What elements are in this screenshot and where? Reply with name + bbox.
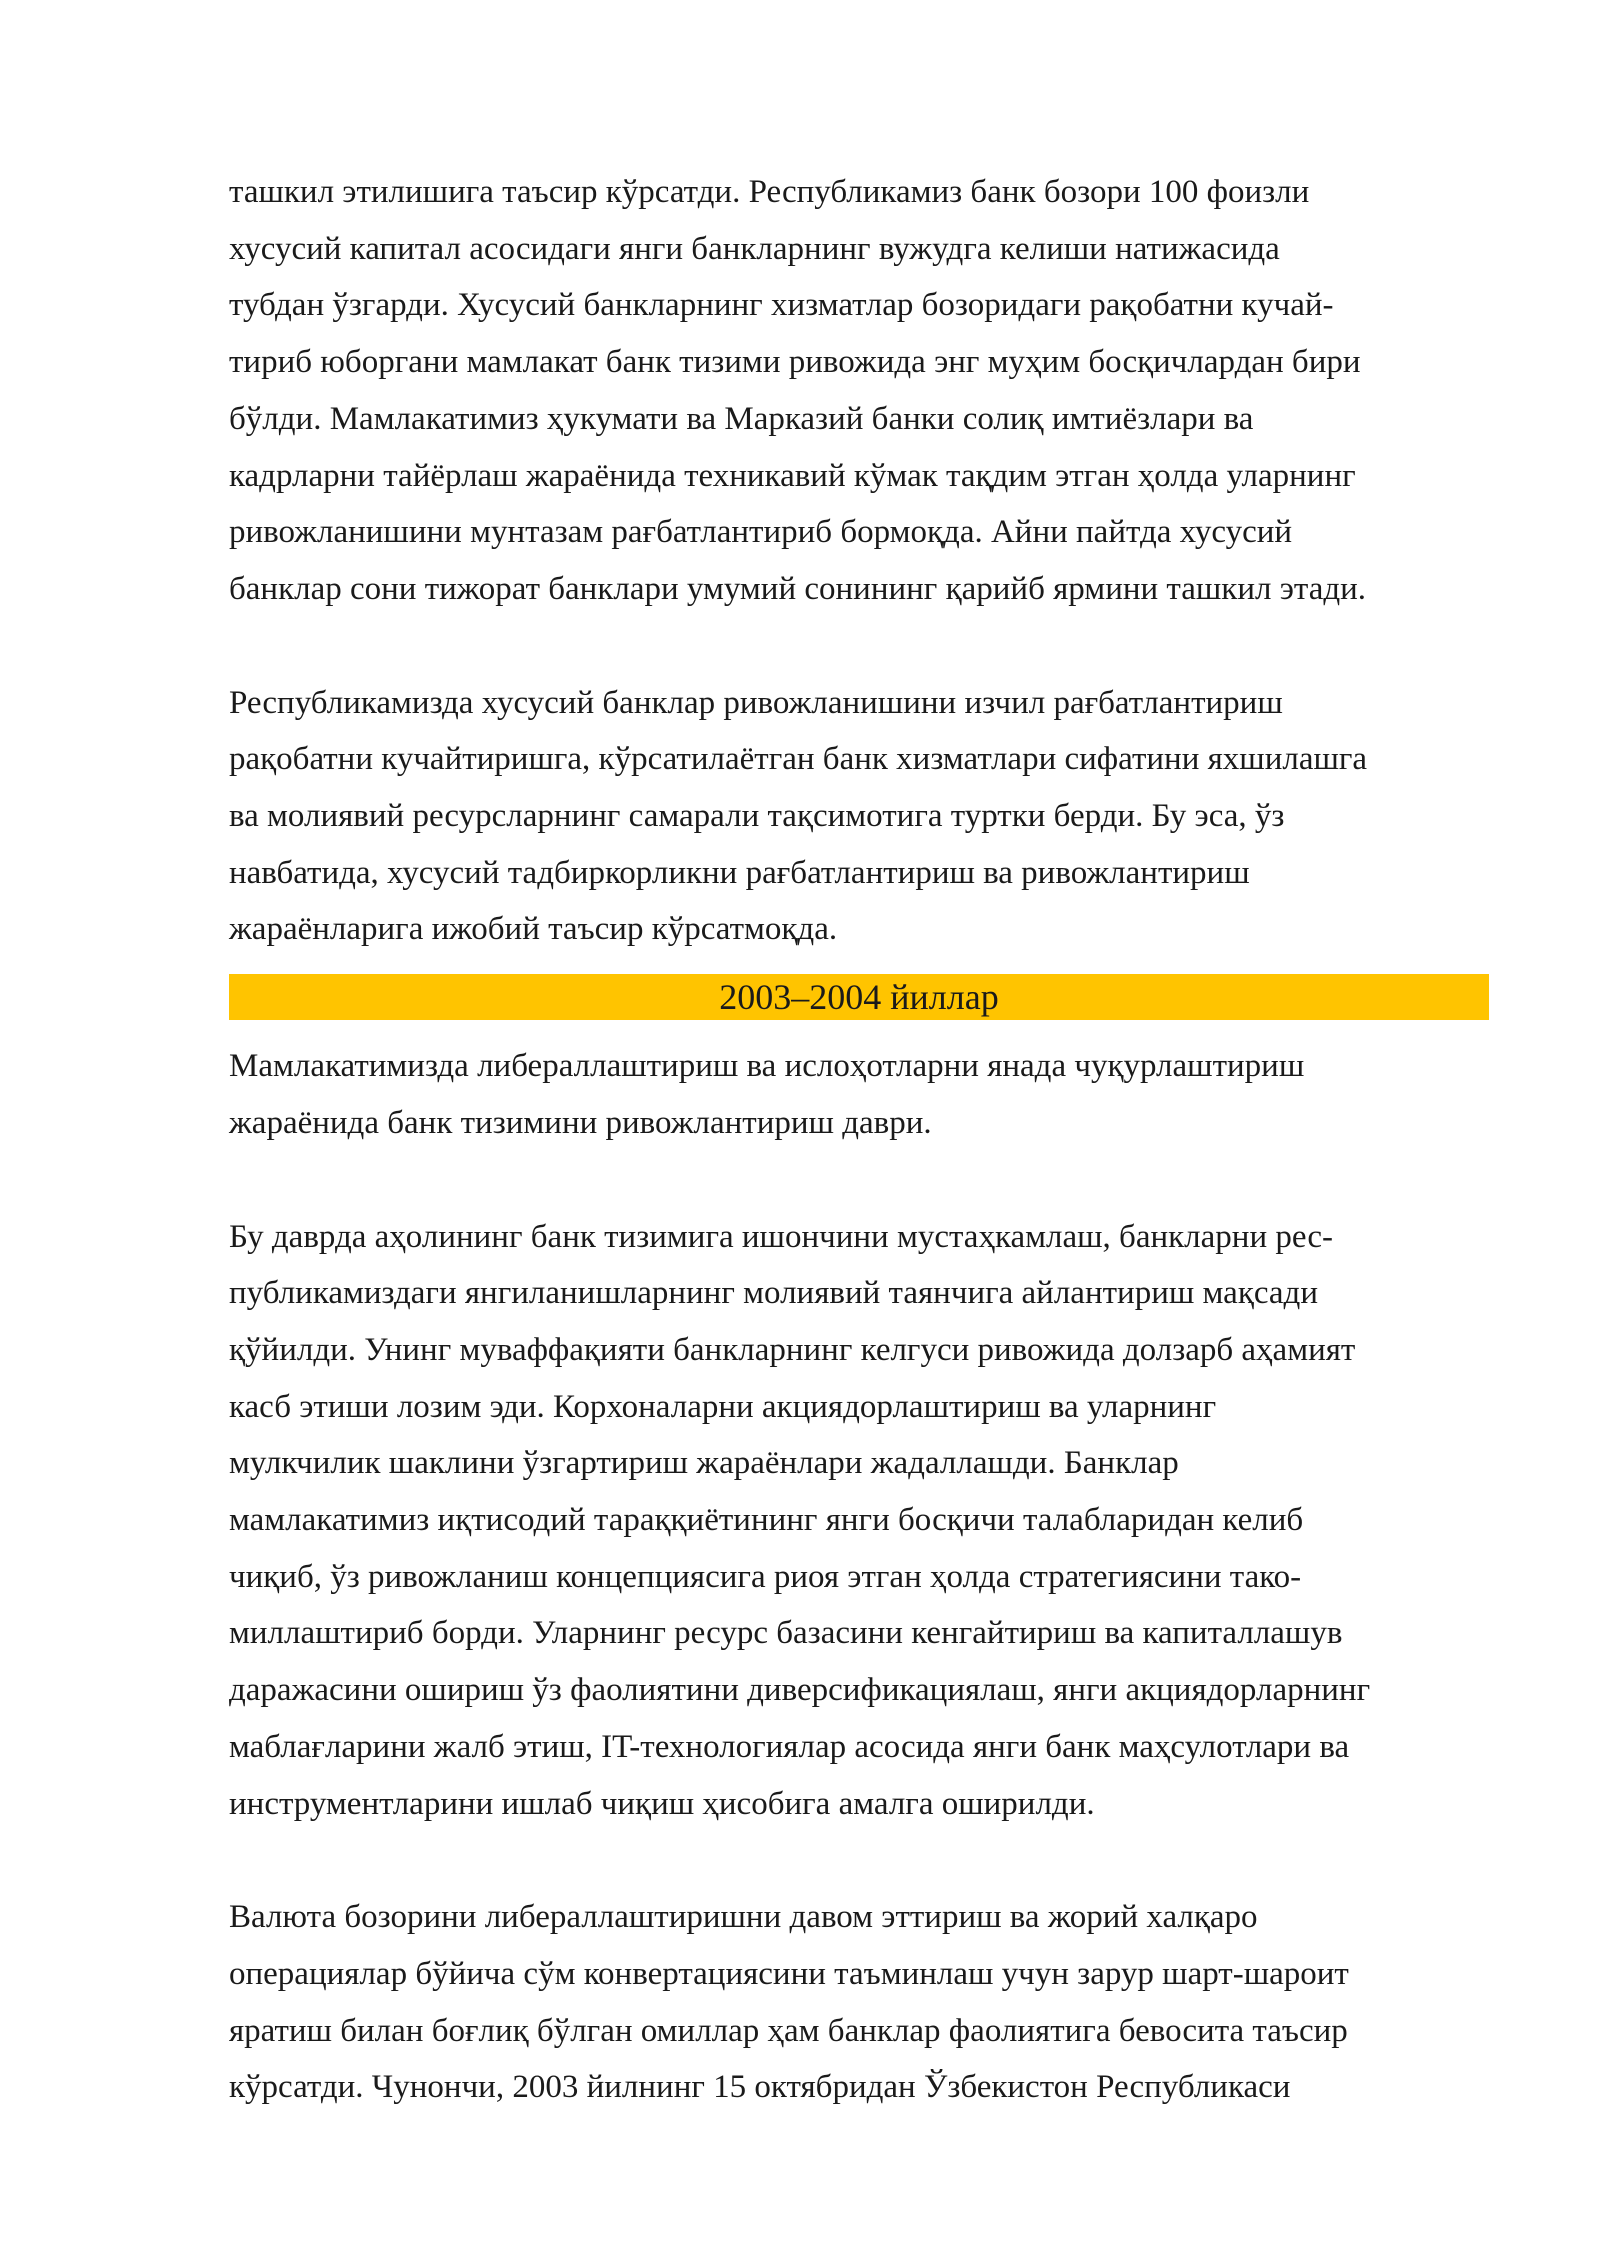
paragraph-currency-market <box>229 1889 1489 2116</box>
text-line: навбатида, хусусий тадбиркорликни рағбатлантириш ва ривожлантириш <box>229 854 1250 891</box>
text-line: кўрсатди. Чунончи, 2003 йилнинг 15 октябридан Ўзбекистон Республикаси <box>229 2069 1291 2106</box>
text-line: рақобатни кучайтиришга, кўрсатилаётган банк хизматлари сифатини яхшилашга <box>229 741 1368 778</box>
section-heading-2003-2004: 2003–2004 йиллар <box>229 974 1489 1020</box>
text-line: мулкчилик шаклини ўзгартириш жараёнлари жадаллашди. Банклар <box>229 1445 1179 1482</box>
text-line: инструментларини ишлаб чиқиш ҳисобига амалга оширилди. <box>229 1785 1095 1822</box>
text-line: хусусий капитал асосидаги янги банкларнинг вужудга келиши натижасида <box>229 230 1280 267</box>
paragraph-spacer <box>229 618 1489 675</box>
text-line: мамлакатимиз иқтисодий тараққиётининг янги босқичи талабларидан келиб <box>229 1502 1304 1539</box>
text-line: жараёнида банк тизимини ривожлантириш даври. <box>229 1104 932 1141</box>
paragraph-public-trust <box>229 1209 1489 1833</box>
text-line: операциялар бўйича сўм конвертациясини таъминлаш учун зарур шарт-шароит <box>229 1955 1349 1992</box>
paragraph-spacer <box>229 1832 1489 1889</box>
text-line: ривожланишини мунтазам рағбатлантириб бормоқда. Айни пайтда хусусий <box>229 514 1293 551</box>
text-line: Республикамизда хусусий банклар ривожланишини изчил рағбатлантириш <box>229 684 1283 721</box>
text-line: ташкил этилишига таъсир кўрсатди. Республикамиз банк бозори 100 фоизли <box>229 174 1310 210</box>
text-line: тубдан ўзгарди. Хусусий банкларнинг хизматлар бозоридаги рақобатни кучай- <box>229 287 1334 324</box>
text-line: тириб юборгани мамлакат банк тизими ривожида энг муҳим босқичлардан бири <box>229 344 1361 381</box>
text-line: касб этиши лозим эди. Корхоналарни акциядорлаштириш ва уларнинг <box>229 1388 1217 1425</box>
text-line: бўлди. Мамлакатимиз ҳукумати ва Марказий банки солиқ имтиёзлари ва <box>229 400 1254 437</box>
text-line: миллаштириб борди. Уларнинг ресурс базасини кенгайтириш ва капиталлашув <box>229 1615 1343 1652</box>
paragraph-liberalization-period <box>229 1038 1489 1151</box>
text-line: жараёнларига ижобий таъсир кўрсатмоқда. <box>229 911 838 948</box>
text-line: яратиш билан боғлиқ бўлган омиллар ҳам банклар фаолиятига бевосита таъсир <box>229 2012 1348 2049</box>
document-page <box>229 164 1489 2116</box>
text-line: Бу даврда аҳолининг банк тизимига ишончини мустаҳкамлаш, банкларни рес- <box>229 1218 1333 1255</box>
text-line: маблағларини жалб этиш, IT-технологиялар асосида янги банк маҳсулотлари ва <box>229 1728 1350 1765</box>
text-line: публикамиздаги янгиланишларнинг молиявий таянчига айлантириш мақсади <box>229 1275 1318 1312</box>
text-line: ва молиявий ресурсларнинг самарали тақсимотига туртки берди. Бу эса, ўз <box>229 798 1285 835</box>
paragraph-spacer <box>229 1152 1489 1209</box>
text-line: Валюта бозорини либераллаштиришни давом эттириш ва жорий халқаро <box>229 1899 1258 1936</box>
paragraph-private-banks-growth <box>229 164 1489 618</box>
text-line: даражасини ошириш ўз фаолиятини диверсификациялаш, янги акциядорларнинг <box>229 1672 1371 1709</box>
paragraph-competition-stimulus <box>229 675 1489 959</box>
text-line: банклар сони тижорат банклари умумий сонининг қарийб ярмини ташкил этади. <box>229 570 1367 607</box>
text-line: кадрларни тайёрлаш жараёнида техникавий кўмак тақдим этган ҳолда уларнинг <box>229 457 1356 494</box>
text-line: Мамлакатимизда либераллаштириш ва ислоҳотларни янада чуқурлаштириш <box>229 1048 1305 1085</box>
text-line: қўйилди. Унинг муваффақияти банкларнинг келгуси ривожида долзарб аҳамият <box>229 1331 1356 1368</box>
text-line: чиқиб, ўз ривожланиш концепциясига риоя этган ҳолда стратегиясини тако- <box>229 1558 1302 1595</box>
